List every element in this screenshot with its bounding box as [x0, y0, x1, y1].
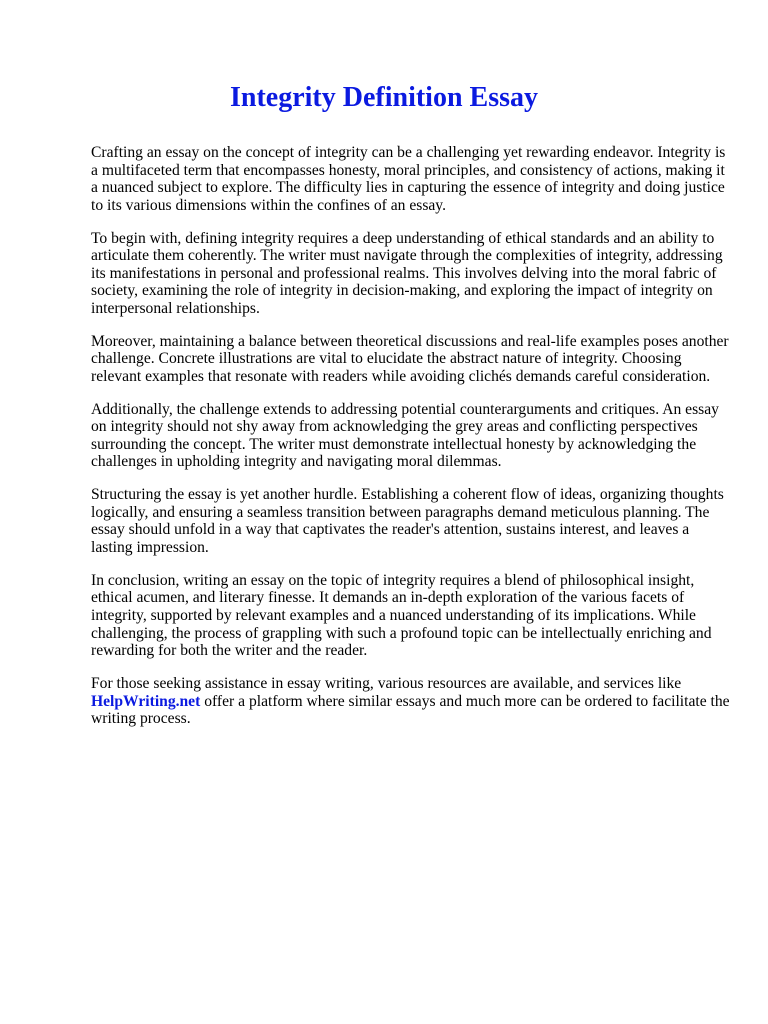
paragraph-6: In conclusion, writing an essay on the topic of integrity requires a blend of philosophical insight, ethical acumen, and literary finesse. It demands an in-depth exploration of the various facets of integrity, supported by relevant examples and a nuanced understanding of its implications. While challenging, the process of grappling with such a profound topic can be intellectually enriching and rewarding for both the writer and the reader.: [91, 571, 712, 660]
paragraph-5: Structuring the essay is yet another hurdle. Establishing a coherent flow of ideas, organizing thoughts logically, and ensuring a seamless transition between paragraphs demand meticulous planning. The essay should unfold in a way that captivates the reader's attention, sustains interest, and leaves a lasting impression.: [91, 486, 724, 557]
closing-paragraph: [91, 675, 731, 728]
closing-text-before: For those seeking assistance in essay writing, various resources are available, and services like: [91, 674, 682, 692]
closing-text-after: offer a platform where similar essays and much more can be ordered to facilitate the writing process.: [91, 692, 730, 728]
paragraph-1: Crafting an essay on the concept of integrity can be a challenging yet rewarding endeavor. Integrity is a multifaceted term that encompasses honesty, moral principles, and consistency of actions, making it a nuanced subject to explore. The difficulty lies in capturing the essence of integrity and doing justice to its various dimensions within the confines of an essay.: [91, 144, 726, 214]
paragraph-4: Additionally, the challenge extends to addressing potential counterarguments and critiques. An essay on integrity should not shy away from acknowledging the grey areas and conflicting perspectives surrounding the concept. The writer must demonstrate intellectual honesty by acknowledging the challenges in upholding integrity and navigating moral dilemmas.: [91, 400, 719, 471]
essay-title: Integrity Definition Essay: [230, 82, 538, 113]
paragraph-2: To begin with, defining integrity requires a deep understanding of ethical standards and an ability to articulate them coherently. The writer must navigate through the complexities of integrity, addressing its manifestations in personal and professional realms. This involves delving into the moral fabric of society, examining the role of integrity in decision-making, and exploring the impact of integrity on interpersonal relationships.: [91, 229, 723, 317]
essay-body: [91, 144, 731, 743]
paragraph-3: Moreover, maintaining a balance between theoretical discussions and real-life examples poses another challenge. Concrete illustrations are vital to elucidate the abstract nature of integrity. Choosing relevant examples that resonate with readers while avoiding clichés demands careful consideration.: [91, 332, 729, 385]
helpwriting-link[interactable]: HelpWriting.net: [91, 692, 201, 710]
